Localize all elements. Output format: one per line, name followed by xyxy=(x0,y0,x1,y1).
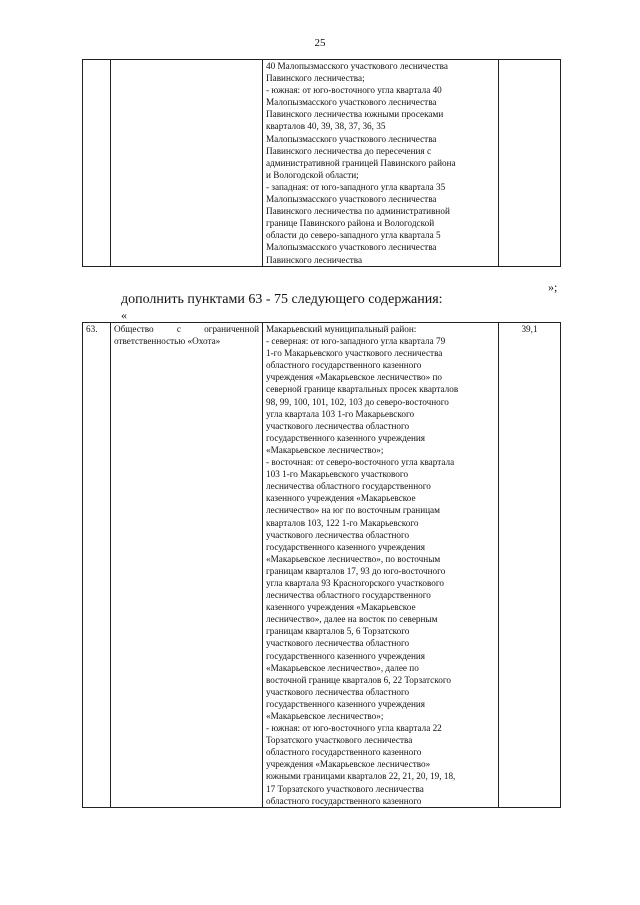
description-line: 1-го Макарьевского участкового лесничества xyxy=(266,348,443,359)
area-cell: 39,1 xyxy=(499,323,561,808)
description-line: областного государственного казенного xyxy=(266,795,422,806)
description-line: - западная: от юго-западного угла квартала 35 xyxy=(266,181,446,192)
description-line: 17 Торзатского участкового лесничества xyxy=(266,783,424,794)
description-line: участкового лесничества областного xyxy=(266,638,410,649)
amendment-text: дополнить пунктами 63 - 75 следующего содержания: xyxy=(121,292,443,307)
organization-cell: Общество с ограниченной ответственностью «Охота» xyxy=(111,323,263,808)
description-line: «Макарьевское лесничество»; xyxy=(266,444,384,455)
area-cell xyxy=(499,60,561,267)
description-line: Павинского лесничества; xyxy=(266,73,365,84)
description-line: участкового лесничества областного xyxy=(266,686,410,697)
opening-quote: « xyxy=(121,308,127,322)
row-number-cell: 63. xyxy=(83,323,111,808)
description-line: лесничество» на юг по восточным границам xyxy=(266,505,440,516)
description-line: угла квартала 93 Красногорского участкового xyxy=(266,577,445,588)
description-line: участкового лесничества областного xyxy=(266,529,410,540)
continuation-table xyxy=(82,59,561,267)
description-line: - восточная: от северо-восточного угла квартала xyxy=(266,457,455,468)
description-line: кварталов 40, 39, 38, 37, 36, 35 xyxy=(266,121,386,132)
description-line: Павинского лесничества xyxy=(266,254,363,265)
description-line: - южная: от юго-восточного угла квартала 22 xyxy=(266,723,442,734)
description-line: участкового лесничества областного xyxy=(266,420,410,431)
description-line: - северная: от юго-западного угла квартала 79 xyxy=(266,336,446,347)
description-line: 98, 99, 100, 101, 102, 103 до северо-восточного xyxy=(266,396,449,407)
description-line: границам кварталов 17, 93 до юго-восточного xyxy=(266,565,446,576)
table-row xyxy=(83,60,561,267)
description-line: 103 1-го Макарьевского участкового xyxy=(266,469,409,480)
description-line: лесничества областного государственного xyxy=(266,590,431,601)
description-line: - южная: от юго-восточного угла квартала 40 xyxy=(266,85,442,96)
description-line: лесничество», далее на восток по северным xyxy=(266,614,438,625)
description-line: «Макарьевское лесничество», по восточным xyxy=(266,553,441,564)
description-line: Макарьевский муниципальный район: xyxy=(266,324,417,334)
boundary-description-cell xyxy=(263,323,499,808)
description-line: «Макарьевское лесничество», далее по xyxy=(266,662,419,673)
description-line: границе Павинского района и Вологодской xyxy=(266,218,435,229)
description-line: государственного казенного учреждения xyxy=(266,432,426,443)
description-line: учреждения «Макарьевское лесничество» xyxy=(266,759,431,770)
description-line: областного государственного казенного xyxy=(266,360,422,371)
description-line: Павинского лесничества по административной xyxy=(266,206,450,217)
description-line: государственного казенного учреждения xyxy=(266,541,426,552)
description-line: Малопызмасского участкового лесничества xyxy=(266,133,437,144)
description-line: «Макарьевское лесничество»; xyxy=(266,711,384,721)
closing-quote: »; xyxy=(548,280,558,294)
description-line: кварталов 103, 122 1-го Макарьевского xyxy=(266,517,419,528)
description-line: южными границами кварталов 22, 21, 20, 19, 18, xyxy=(266,771,456,782)
description-line: угла квартала 103 1-го Макарьевского xyxy=(266,408,415,419)
boundary-description-cell xyxy=(263,60,499,267)
table-row xyxy=(83,323,561,808)
description-line: казенного учреждения «Макарьевское xyxy=(266,493,416,504)
description-line: государственного казенного учреждения xyxy=(266,698,426,709)
organization-cell xyxy=(111,60,263,267)
description-line: восточной границе кварталов 6, 22 Торзатского xyxy=(266,674,451,685)
description-line: Павинского лесничества южными просеками xyxy=(266,109,444,120)
description-line: Торзатского участкового лесничества xyxy=(266,735,413,746)
description-line: области до северо-западного угла квартала 5 xyxy=(266,230,441,241)
description-line: лесничества областного государственного xyxy=(266,481,431,492)
description-line: казенного учреждения «Макарьевское xyxy=(266,602,416,613)
description-line: Малопызмасского участкового лесничества xyxy=(266,97,437,108)
description-line: государственного казенного учреждения xyxy=(266,650,426,661)
description-line: Малопызмасского участкового лесничества xyxy=(266,194,437,205)
description-line: административной границей Павинского района xyxy=(266,157,456,168)
description-line: Малопызмасского участкового лесничества xyxy=(266,242,437,253)
description-line: областного государственного казенного xyxy=(266,747,422,758)
description-line: 40 Малопызмасского участкового лесничества xyxy=(266,61,448,71)
amendment-table xyxy=(82,322,561,808)
page-number: 25 xyxy=(314,37,326,49)
description-line: границам кварталов 5, 6 Торзатского xyxy=(266,626,410,637)
description-line: Павинского лесничества до пересечения с xyxy=(266,145,432,156)
description-line: северной границе квартальных просек кварталов xyxy=(266,384,459,395)
description-line: и Вологодской области; xyxy=(266,169,359,180)
row-number-cell xyxy=(83,60,111,267)
description-line: учреждения «Макарьевское лесничество» по xyxy=(266,372,442,383)
